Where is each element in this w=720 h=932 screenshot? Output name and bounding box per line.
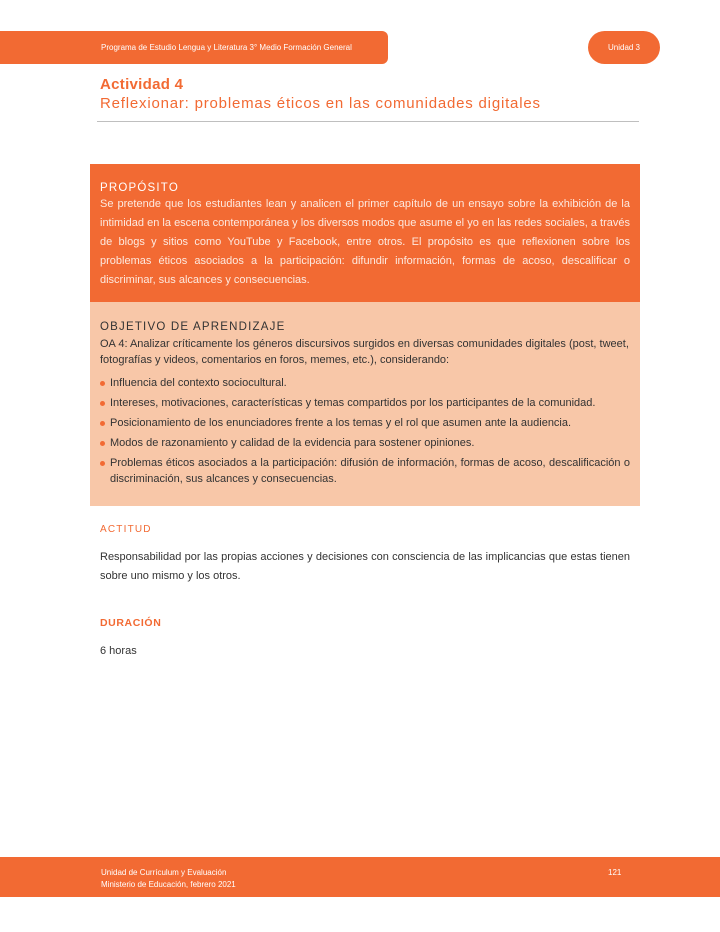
list-item-text: Posicionamiento de los enunciadores frente a los temas y el rol que asumen ante la audiencia. <box>110 417 572 429</box>
list-item <box>100 395 630 411</box>
footer-unit: Unidad de Currículum y Evaluación <box>101 868 227 877</box>
list-item <box>100 455 630 487</box>
list-item-text: Influencia del contexto sociocultural. <box>110 377 287 389</box>
activity-title: Actividad 4 <box>100 76 184 93</box>
actitud-heading: ACTITUD <box>100 524 152 535</box>
activity-subtitle: Reflexionar: problemas éticos en las comunidades digitales <box>100 95 541 112</box>
list-item <box>100 435 630 451</box>
bullet-icon <box>100 421 105 426</box>
proposito-text: Se pretende que los estudiantes lean y analicen el primer capítulo de un ensayo sobre la exhibición de la intimidad en la escena contemporánea y los diversos modos que asume el yo en las redes sociales, a través de blogs y sitios como YouTube y Facebook, entre otros. El propósito es que reflexionen sobre los problemas éticos asociados a la participación: difundir información, formas de acoso, descalificar o discriminar, sus alcances y consecuencias. <box>100 198 630 286</box>
list-item <box>100 375 630 391</box>
unit-badge: Unidad 3 <box>588 31 660 64</box>
list-item-text: Intereses, motivaciones, características y temas compartidos por los participantes de la comunidad. <box>110 397 596 409</box>
list-item-text: Modos de razonamiento y calidad de la evidencia para sostener opiniones. <box>110 437 475 449</box>
footer-bar <box>0 857 720 897</box>
footer-ministry: Ministerio de Educación, febrero 2021 <box>101 880 236 889</box>
objetivo-list <box>100 375 630 487</box>
title-divider <box>97 121 639 122</box>
page-number: 121 <box>608 868 622 877</box>
duracion-heading: DURACIÓN <box>100 617 162 629</box>
objetivo-oa-text: OA 4: Analizar críticamente los géneros discursivos surgidos en diversas comunidades digitales (post, tweet, fotografías y videos, comentarios en foros, memes, etc.), considerando: <box>100 338 629 366</box>
proposito-box <box>90 164 640 302</box>
program-title: Programa de Estudio Lengua y Literatura 3° Medio Formación General <box>101 43 352 52</box>
bullet-icon <box>100 381 105 386</box>
bullet-icon <box>100 441 105 446</box>
duracion-text: 6 horas <box>100 645 137 657</box>
bullet-icon <box>100 461 105 466</box>
proposito-heading: PROPÓSITO <box>100 182 179 194</box>
header-bar <box>0 31 388 64</box>
list-item <box>100 415 630 431</box>
actitud-text: Responsabilidad por las propias acciones y decisiones con consciencia de las implicancias que estas tienen sobre uno mismo y los otros. <box>100 551 630 582</box>
bullet-icon <box>100 401 105 406</box>
objetivo-heading: OBJETIVO DE APRENDIZAJE <box>100 321 286 333</box>
objetivo-box <box>90 302 640 506</box>
list-item-text: Problemas éticos asociados a la participación: difusión de información, formas de acoso, descalificación o discriminación, sus alcances y consecuencias. <box>110 457 630 485</box>
